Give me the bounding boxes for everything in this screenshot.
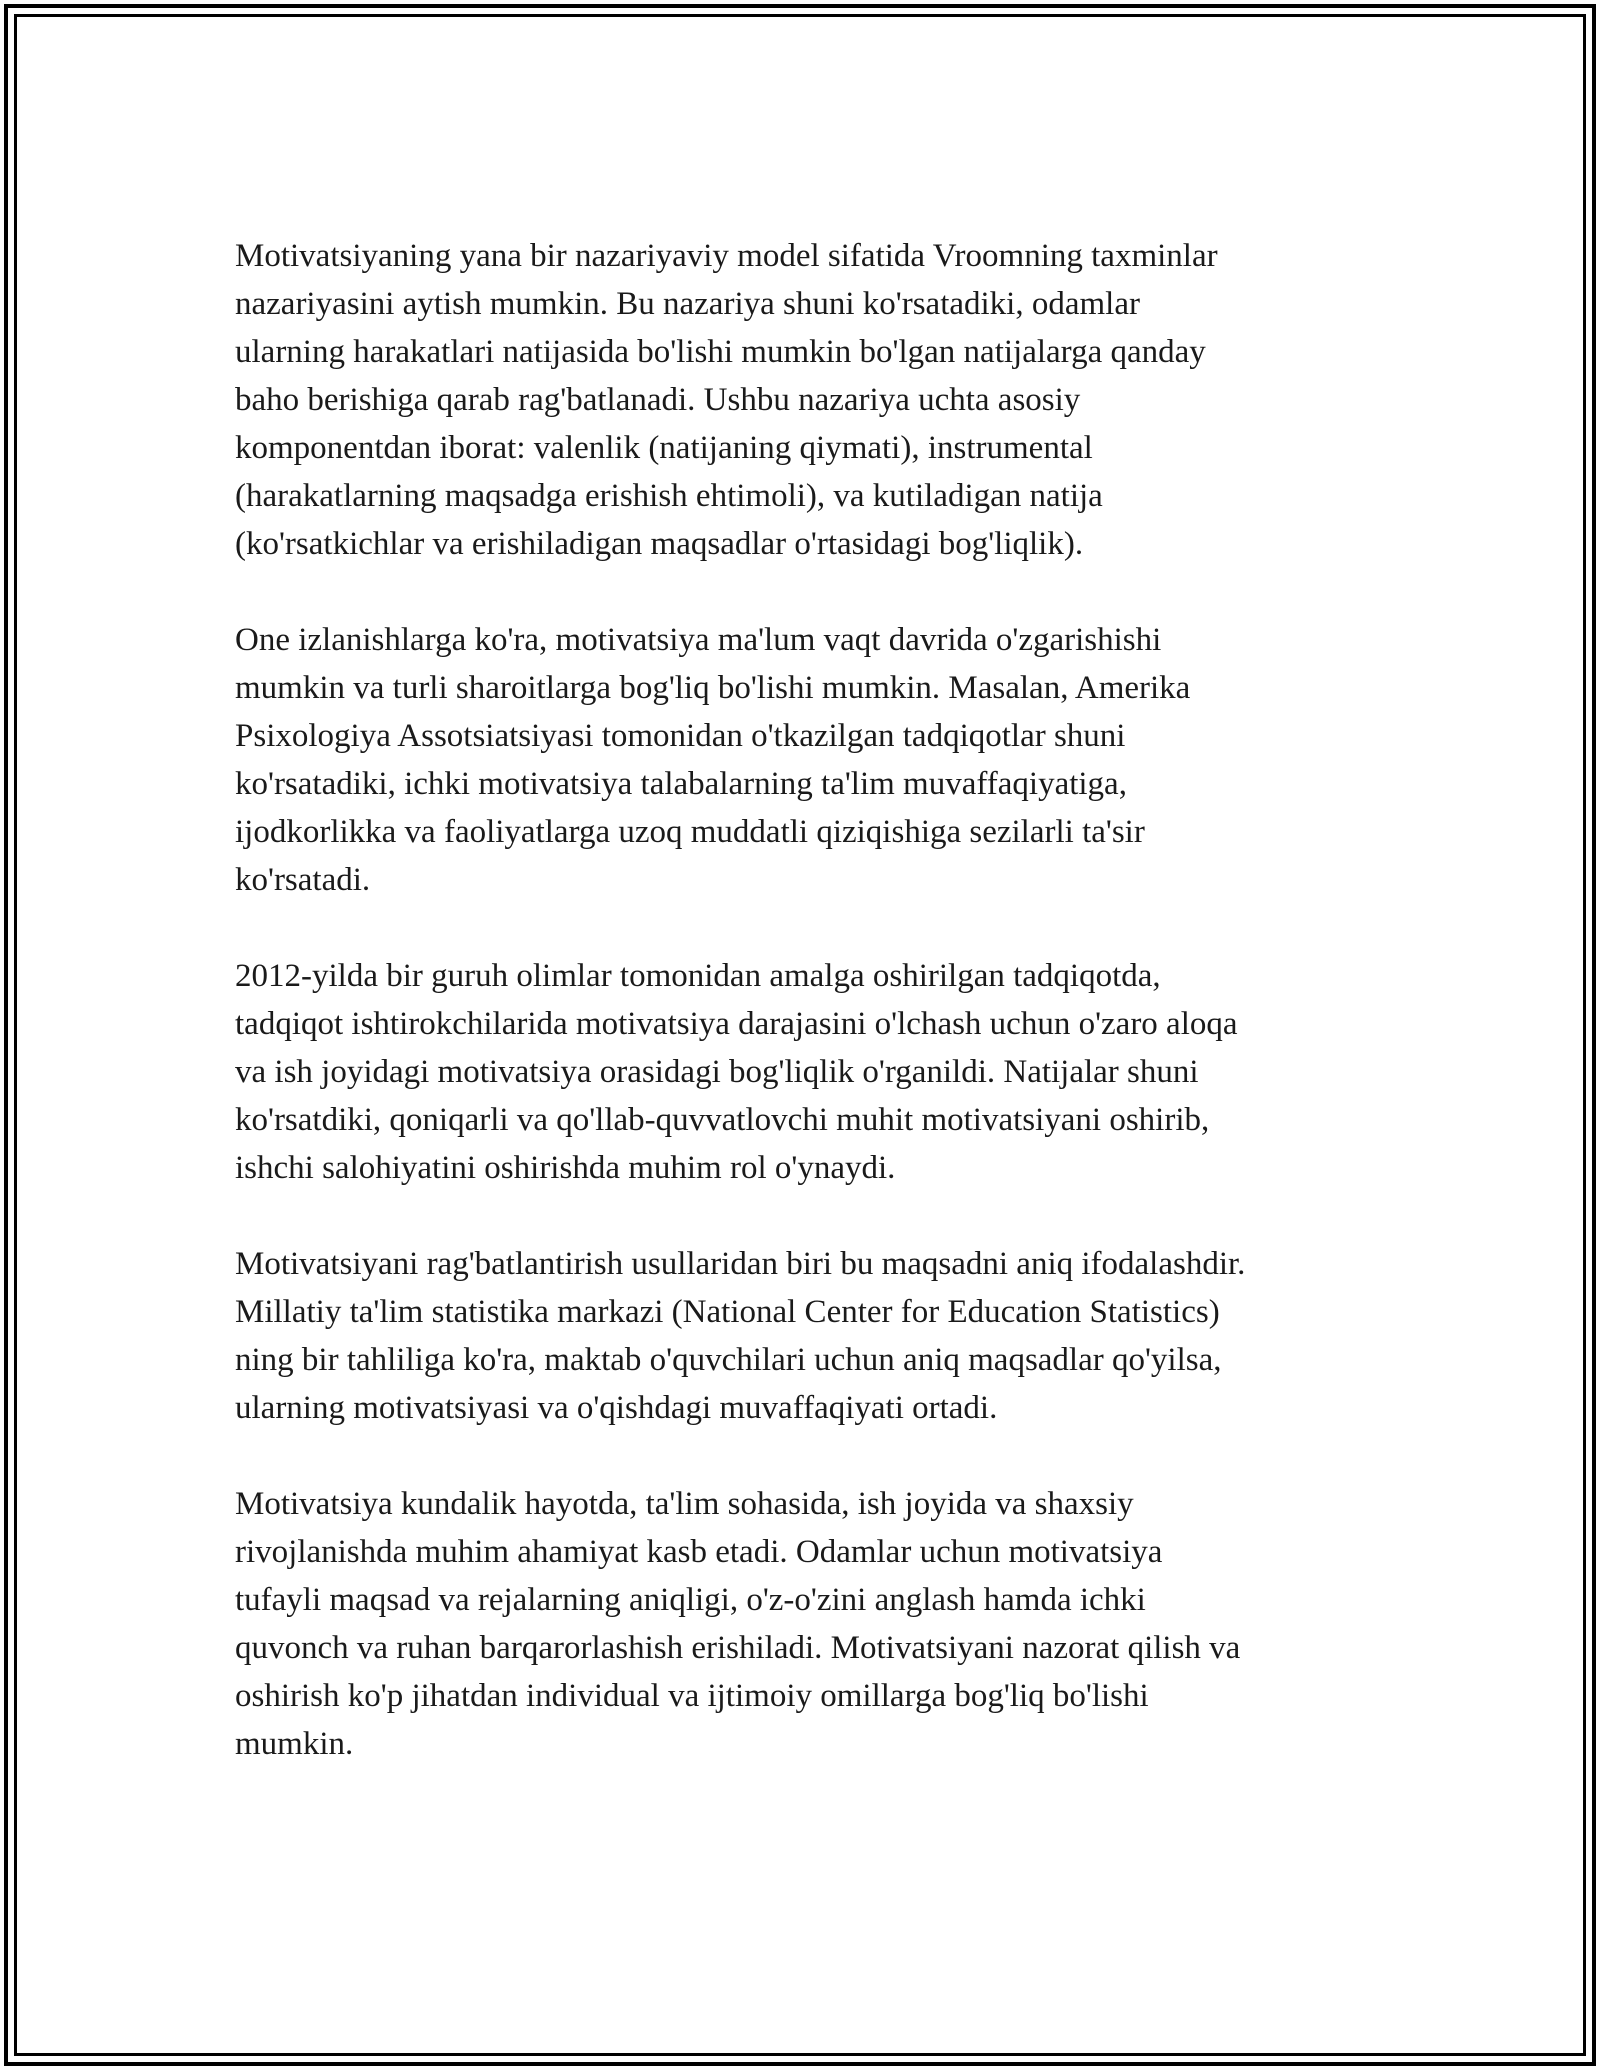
paragraph-research-findings [235, 616, 1375, 904]
text-line: Psixologiya Assotsiatsiyasi tomonidan o'tkazilgan tadqiqotlar shuni [235, 718, 1126, 754]
paragraph-vroom-theory [235, 232, 1375, 568]
text-line: One izlanishlarga ko'ra, motivatsiya ma'lum vaqt davrida o'zgarishishi [235, 622, 1162, 658]
text-line: ishchi salohiyatini oshirishda muhim rol o'ynaydi. [235, 1150, 896, 1186]
text-line: 2012-yilda bir guruh olimlar tomonidan amalga oshirilgan tadqiqotda, [235, 958, 1161, 994]
text-line: rivojlanishda muhim ahamiyat kasb etadi. Odamlar uchun motivatsiya [235, 1534, 1163, 1570]
text-line: mumkin va turli sharoitlarga bog'liq bo'lishi mumkin. Masalan, Amerika [235, 670, 1191, 706]
text-line: Motivatsiyani rag'batlantirish usullaridan biri bu maqsadni aniq ifodalashdir. [235, 1246, 1246, 1282]
text-line: mumkin. [235, 1726, 354, 1762]
paragraph-goal-setting [235, 1240, 1375, 1432]
text-line: Motivatsiya kundalik hayotda, ta'lim sohasida, ish joyida va shaxsiy [235, 1486, 1134, 1522]
paragraph-conclusion [235, 1480, 1375, 1768]
text-line: ko'rsatdiki, qoniqarli va qo'llab-quvvatlovchi muhit motivatsiyani oshirib, [235, 1102, 1210, 1138]
text-line: nazariyasini aytish mumkin. Bu nazariya shuni ko'rsatadiki, odamlar [235, 286, 1140, 322]
text-line: baho berishiga qarab rag'batlanadi. Ushbu nazariya uchta asosiy [235, 382, 1081, 418]
text-line: oshirish ko'p jihatdan individual va ijtimoiy omillarga bog'liq bo'lishi [235, 1678, 1149, 1714]
text-line: ijodkorlikka va faoliyatlarga uzoq muddatli qiziqishiga sezilarli ta'sir [235, 814, 1145, 850]
document-body [235, 232, 1375, 1768]
text-line: ko'rsatadiki, ichki motivatsiya talabalarning ta'lim muvaffaqiyatiga, [235, 766, 1127, 802]
text-line: komponentdan iborat: valenlik (natijaning qiymati), instrumental [235, 430, 1093, 466]
text-line: ko'rsatadi. [235, 862, 371, 898]
text-line: tufayli maqsad va rejalarning aniqligi, o'z-o'zini anglash hamda ichki [235, 1582, 1146, 1618]
text-line: quvonch va ruhan barqarorlashish erishiladi. Motivatsiyani nazorat qilish va [235, 1630, 1241, 1666]
text-line: tadqiqot ishtirokchilarida motivatsiya darajasini o'lchash uchun o'zaro aloqa [235, 1006, 1238, 1042]
text-line: (ko'rsatkichlar va erishiladigan maqsadlar o'rtasidagi bog'liqlik). [235, 526, 1084, 562]
text-line: Millatiy ta'lim statistika markazi (National Center for Education Statistics) [235, 1294, 1220, 1330]
text-line: ning bir tahliliga ko'ra, maktab o'quvchilari uchun aniq maqsadlar qo'yilsa, [235, 1342, 1222, 1378]
paragraph-2012-study [235, 952, 1375, 1192]
text-line: Motivatsiyaning yana bir nazariyaviy model sifatida Vroomning taxminlar [235, 238, 1218, 274]
text-line: ularning harakatlari natijasida bo'lishi mumkin bo'lgan natijalarga qanday [235, 334, 1206, 370]
text-line: ularning motivatsiyasi va o'qishdagi muvaffaqiyati ortadi. [235, 1390, 998, 1426]
text-line: va ish joyidagi motivatsiya orasidagi bog'liqlik o'rganildi. Natijalar shuni [235, 1054, 1199, 1090]
text-line: (harakatlarning maqsadga erishish ehtimoli), va kutiladigan natija [235, 478, 1103, 514]
